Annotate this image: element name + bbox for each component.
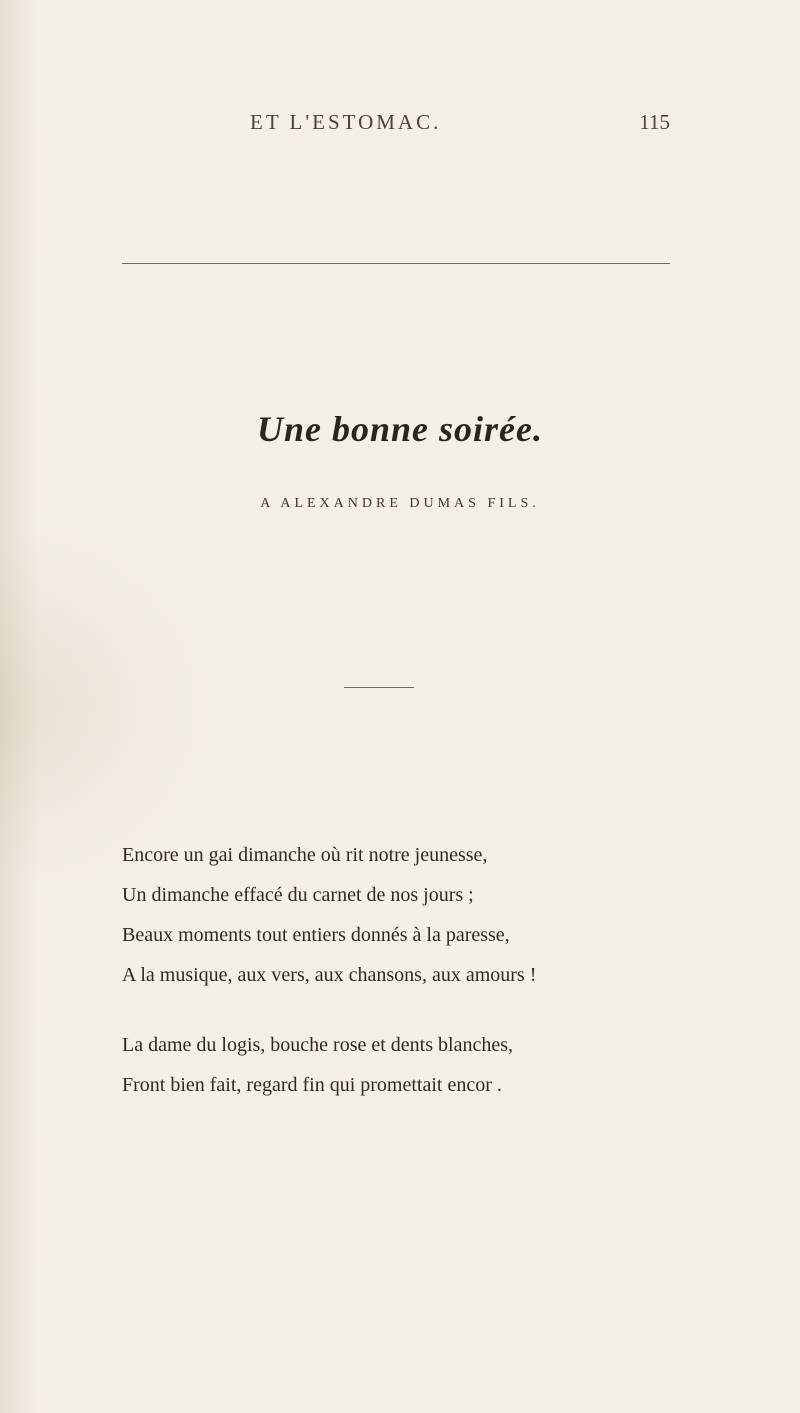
running-title: ET L'ESTOMAC.: [250, 110, 442, 134]
header-rule: [122, 263, 670, 264]
poem-title: Une bonne soirée.: [257, 409, 543, 449]
verse-line: Un dimanche effacé du carnet de nos jours ;: [122, 884, 474, 906]
section-rule: [344, 687, 414, 688]
verse-line: Front bien fait, regard fin qui promettait encor .: [122, 1074, 502, 1096]
running-head: [250, 110, 670, 140]
verse-line: La dame du logis, bouche rose et dents blanches,: [122, 1034, 513, 1056]
page-number: 115: [639, 110, 670, 134]
verse-line: A la musique, aux vers, aux chansons, aux amours !: [122, 964, 537, 986]
verse-line: Beaux moments tout entiers donnés à la paresse,: [122, 924, 510, 946]
verse-line: Encore un gai dimanche où rit notre jeunesse,: [122, 844, 488, 866]
poem-dedication: A ALEXANDRE DUMAS FILS.: [260, 496, 540, 511]
